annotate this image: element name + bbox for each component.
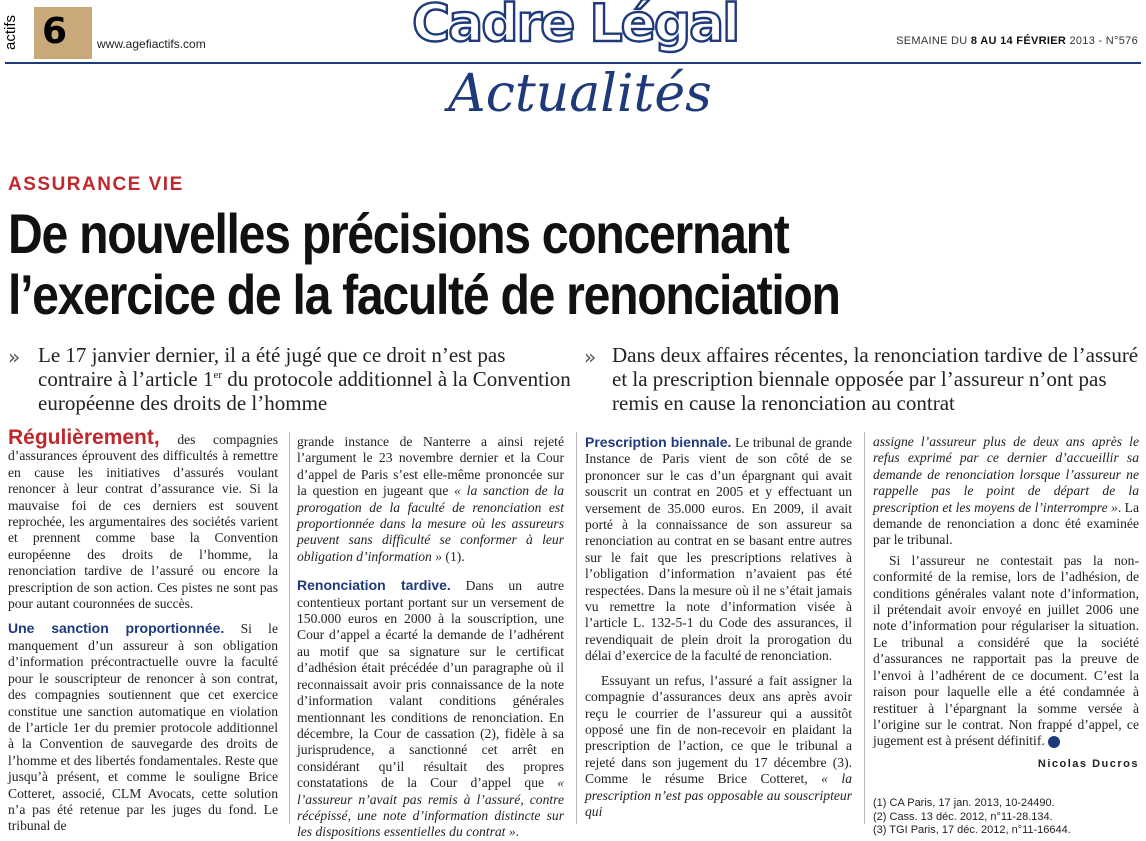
paragraph-text: . La demande de renonciation a donc été examinée par le tribunal. [873,499,1139,548]
paragraph-text: Si le manquement d’un assureur à son obligation d’information précontractuelle ouvre la faculté pour le souscripteur de renoncer à son contrat, des compagnies soutiennent que cet exercice constitue une sanction automatique en violation de l’article 1er du premier protocole additionnel à la Convention de sauvegarde des droits de l’homme et des libertés fondamentales. Reste que jusqu’à présent, et comme le souligne Brice Cotteret, associé, CLM Avocats, cette solution n’a pas été retenue par les juges du fond. Le tribunal de [8,621,278,834]
issue-dates: 8 AU 14 FÉVRIER [970,35,1067,47]
page-number-box [34,7,92,59]
paragraph-text: . [515,824,520,840]
section-title: Actualités [448,64,712,124]
chapo-arrow-icon: » [584,345,597,369]
article-column-4 [873,434,1139,772]
issue-info [896,35,1138,47]
paragraph-text: (1). [442,548,465,564]
paragraph [873,434,1139,549]
footnote: (3) TGI Paris, 17 déc. 2012, n°11-16644. [873,824,1071,836]
subheading: Une sanction proportionnée. [8,620,225,637]
quote: assigne l’assureur plus de deux ans après le refus exprimé par ce dernier d’accueillir sa demande de renonciation lorsque l’assureur ne rappelle pas le point de départ de la prescription et les moyens de l’interrompre » [873,434,1139,515]
paragraph [297,577,564,841]
paragraph-text: Dans un autre contentieux portant portant sur un versement de 150.000 euros en 2000 à la souscription, une Cour d’appel a écarté la demande de l’adhérent au motif que sa signature sur le certificat d’adhésion était précédée d’un paragraphe où il reconnaissait avoir pris connaissance de la note d’information valant conditions générales mentionnant les conditions de renonciation. En décembre, la Cour de cassation (2), fidèle à sa jurisprudence, a sanctionné cet arrêt en considérant qu’il résultait des propres constatations de la Cour d’appel que [297,578,564,791]
paragraph-text: Si l’assureur ne contestait pas la non-conformité de la remise, lors de l’adhésion, de conditions générales valant note d’information, il prétendait avoir envoyé en juillet 2006 une note d’information pour régulariser la situation. Le tribunal a considéré que la société d’assurances ne rapportait pas la preuve de l’envoi à l’adhérent de ce document. C’est la raison pour laquelle elle a été condamnée à restituer à l’épargnant la somme versée à l’origine sur le contrat. Non frappé d’appel, ce jugement est à présent définitif. [873,552,1139,749]
chapo-right: Dans deux affaires récentes, la renonciation tardive de l’assuré et la prescription biennale opposée par l’assureur n’ont pas remis en cause la renonciation au contrat [612,343,1139,415]
chapo-left [38,343,578,415]
paragraph-text: grande instance de Nanterre a ainsi rejeté l’argument le 23 novembre dernier et la Cour d’appel de Paris s’est elle-même prononcée sur la question en jugeant que [297,434,564,499]
column-divider [576,432,577,824]
paragraph [8,426,278,612]
paragraph-text: des compagnies d’assurances éprouvent des difficultés à remettre en cause les initiatives d’assurés voulant renoncer à leur contrat d’assurance vie. Si la mauvaise foi de ces derniers est souvent reprochée, les argumentaires des sociétés varient et prennent comme base la Convention européenne des droits de l’homme, la renonciation tardive de l’assuré ou encore la prescription de son action. Ces pistes ne sont pas pour autant couronnées de succès. [8,432,278,612]
headline-line-1: De nouvelles précisions concernant [8,202,789,265]
quote: « la prescription n’est pas opposable au souscripteur qui [585,771,852,819]
article-author: Nicolas Ducros [1037,757,1139,770]
footnote: (1) CA Paris, 17 jan. 2013, 10-24490. [873,797,1055,809]
chapo-left-text-a: Le 17 janvier dernier, il a été jugé que ce droit n’est pas contraire à l’article 1 [38,343,506,391]
paragraph [297,434,564,565]
article-column-3 [585,434,852,820]
issue-prefix: SEMAINE DU [896,35,971,47]
chapo-left-text-b: du protocole additionnel à la Convention européenne des droits de l’homme [38,367,571,415]
column-divider [864,432,865,824]
publication-tab [3,7,33,59]
page-number: 6 [42,11,68,52]
footnote: (2) Cass. 13 déc. 2012, n°11-28.134. [873,810,1053,823]
article-column-1 [8,426,278,835]
paragraph-text: Le tribunal de grande Instance de Paris vient de son côté de se prononcer sur le cas d’un épargnant qui avait souscrit un contrat en 2005 et y effectuant un versement de 35.000 euros. En 2009, il avait porté à la connaissance de son assureur sa renonciation au contrat en se basant entre autres sur le fait que les prescriptions relatives à l’obligation d’information n’avaient pas été respectées. Dans la mesure où il ne s’était jamais vu remettre la note d’information visée à l’article L. 132-5-1 du Code des assurances, il revendiquait de plein droit la prorogation du délai d’exercice de la faculté de renonciation. [585,435,852,664]
footnotes [873,797,1143,838]
chapo-left-sup: er [213,369,223,381]
subheading: Renonciation tardive. [297,577,451,594]
paragraph [585,673,852,821]
paragraph [585,434,852,665]
masthead-title: Cadre Légal [411,0,739,54]
end-of-article-icon: a [1048,736,1060,748]
quote: « la sanction de la prorogation de la faculté de renonciation est proportionnée dans la mesure où les assureurs peuvent sans difficulté se conformer à leur obligation d’information » [297,483,564,564]
publication-tab-label: actifs [2,14,20,51]
site-url[interactable]: www.agefiactifs.com [97,37,206,51]
chapo-arrow-icon: » [8,345,21,369]
article-rubric: ASSURANCE VIE [8,174,184,195]
paragraph [873,553,1139,750]
column-divider [289,432,290,824]
issue-suffix: 2013 - N°576 [1066,35,1138,47]
article-column-2 [297,434,564,841]
paragraph [8,620,278,834]
quote: « l’assureur n’avait pas remis à l’assuré, contre récépissé, une note d’information distincte sur les dispositions essentielles du contrat » [297,775,564,840]
article-headline [8,203,980,325]
headline-line-2: l’exercice de la faculté de renonciation [8,263,840,326]
subheading: Prescription biennale. [585,434,732,450]
paragraph-text: Essuyant un refus, l’assuré a fait assigner la compagnie d’assurances deux ans après avoir reçu le courrier de l’assureur qui a aussitôt opposé une fin de non-recevoir en plaidant la prescription de l’action, ce que le tribunal a rejeté dans son jugement du 17 décembre (3). Comme le résume Brice Cotteret, [585,672,852,787]
lead-word: Régulièrement, [8,426,160,449]
